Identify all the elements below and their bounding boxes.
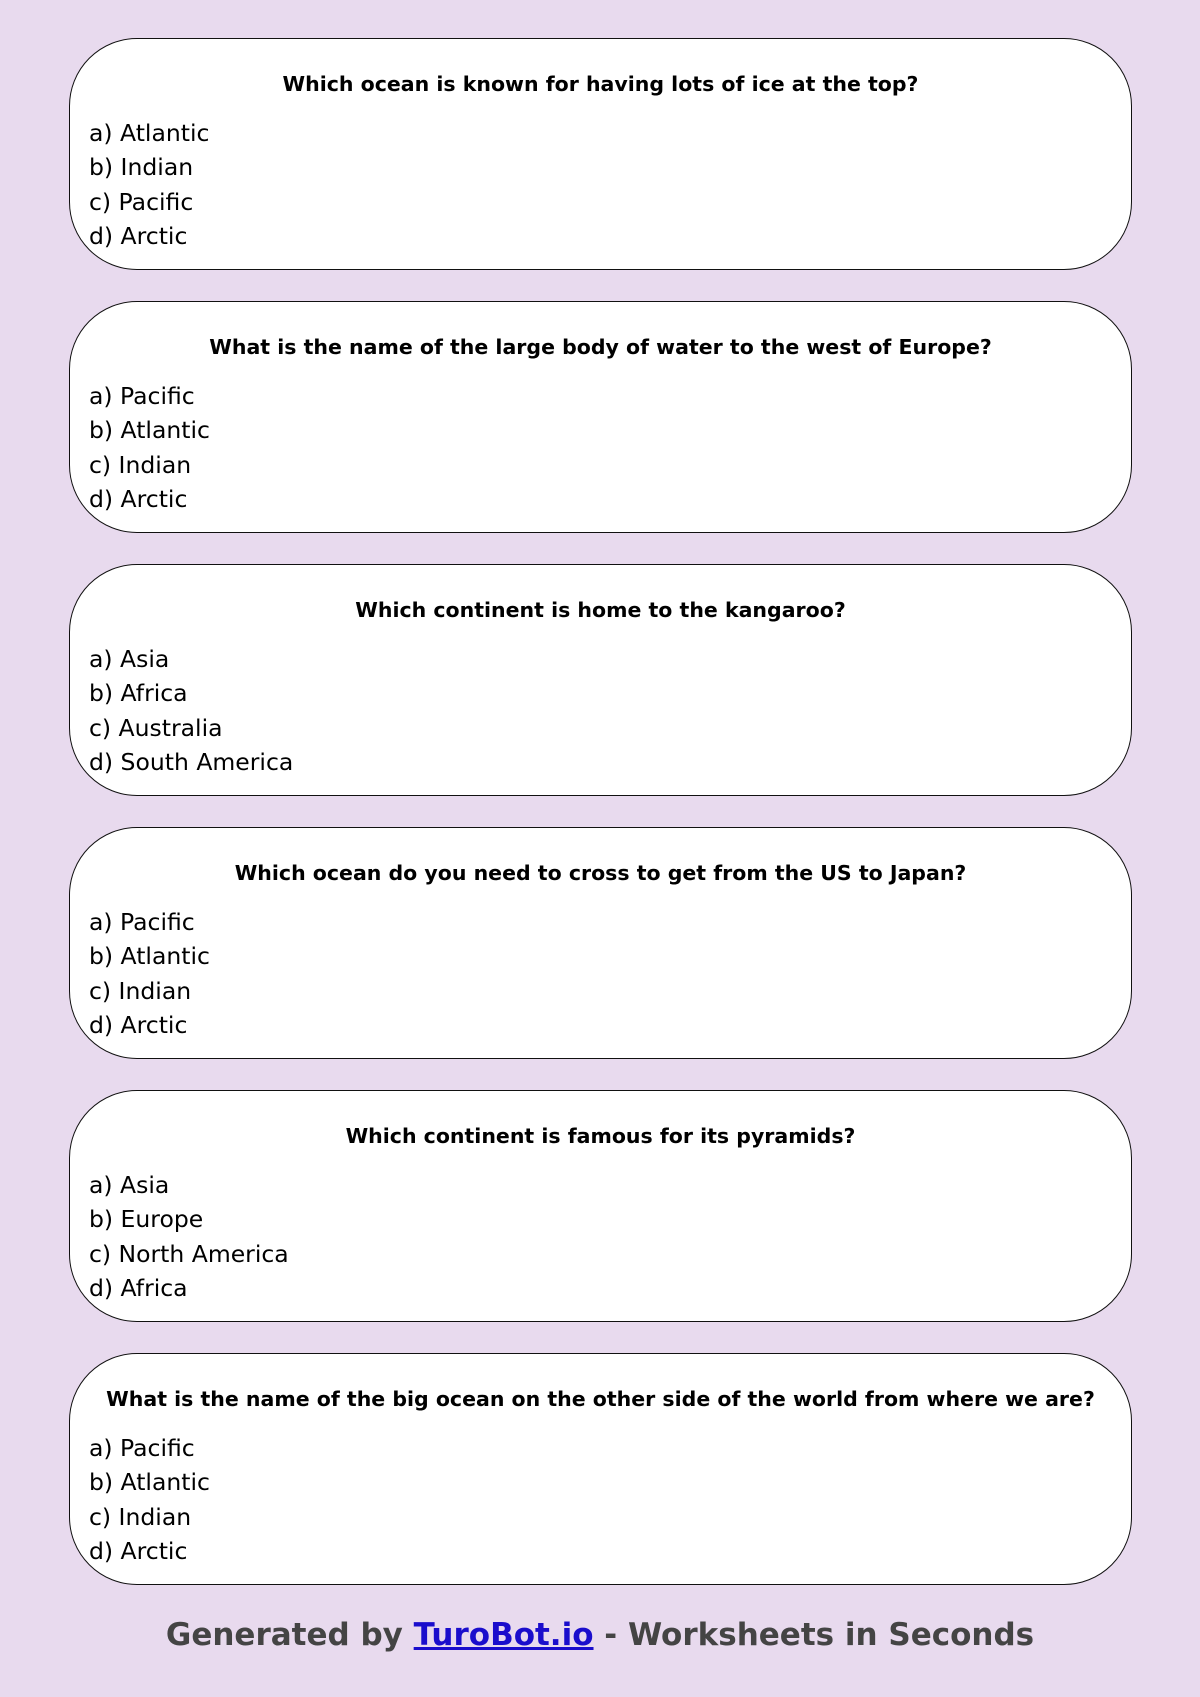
answer-option: b) Indian — [89, 153, 194, 182]
answer-option: b) Africa — [89, 679, 188, 708]
answer-option: d) Arctic — [89, 1536, 188, 1565]
answer-option: c) Australia — [89, 713, 223, 742]
answer-option: b) Atlantic — [89, 942, 210, 971]
question-card — [69, 564, 1132, 796]
answer-option: a) Pacific — [89, 908, 195, 936]
answer-option: d) Arctic — [89, 221, 188, 250]
answer-option: c) Indian — [89, 976, 192, 1005]
answer-options — [89, 379, 210, 516]
answer-option: d) Arctic — [89, 1010, 188, 1039]
question-text: Which ocean do you need to cross to get from the US to Japan? — [234, 861, 967, 885]
answer-option: c) Indian — [89, 450, 192, 479]
question-card — [69, 1090, 1132, 1322]
answer-option: a) Pacific — [89, 1434, 195, 1462]
answer-option: b) Atlantic — [89, 1468, 210, 1497]
answer-option: c) Pacific — [89, 187, 194, 216]
footer-suffix: - Worksheets in Seconds — [593, 1617, 1035, 1653]
question-list — [69, 38, 1132, 1616]
footer-prefix: Generated by — [165, 1617, 414, 1653]
question-text: What is the name of the large body of water to the west of Europe? — [209, 335, 992, 359]
turobot-link[interactable]: TuroBot.io — [413, 1617, 594, 1653]
question-card — [69, 1353, 1132, 1585]
answer-options — [89, 116, 209, 253]
answer-options — [89, 905, 210, 1042]
answer-option: d) Africa — [89, 1273, 188, 1302]
answer-options — [89, 642, 293, 779]
answer-option: d) Arctic — [89, 484, 188, 513]
answer-option: b) Europe — [89, 1205, 204, 1234]
question-text: What is the name of the big ocean on the other side of the world from where we are? — [106, 1387, 1095, 1411]
question-text: Which continent is home to the kangaroo? — [355, 598, 846, 622]
question-card — [69, 827, 1132, 1059]
answer-option: a) Pacific — [89, 382, 195, 410]
answer-options — [89, 1168, 289, 1305]
answer-options — [89, 1431, 210, 1568]
footer-credit — [0, 1617, 1200, 1653]
question-text: Which continent is famous for its pyramids? — [345, 1124, 856, 1148]
answer-option: d) South America — [89, 747, 294, 776]
question-card — [69, 38, 1132, 270]
answer-option: a) Asia — [89, 645, 170, 673]
answer-option: b) Atlantic — [89, 416, 210, 445]
answer-option: c) Indian — [89, 1502, 192, 1531]
answer-option: a) Asia — [89, 1171, 170, 1199]
question-text: Which ocean is known for having lots of ice at the top? — [282, 72, 919, 96]
answer-option: a) Atlantic — [89, 119, 210, 147]
question-card — [69, 301, 1132, 533]
answer-option: c) North America — [89, 1239, 289, 1268]
